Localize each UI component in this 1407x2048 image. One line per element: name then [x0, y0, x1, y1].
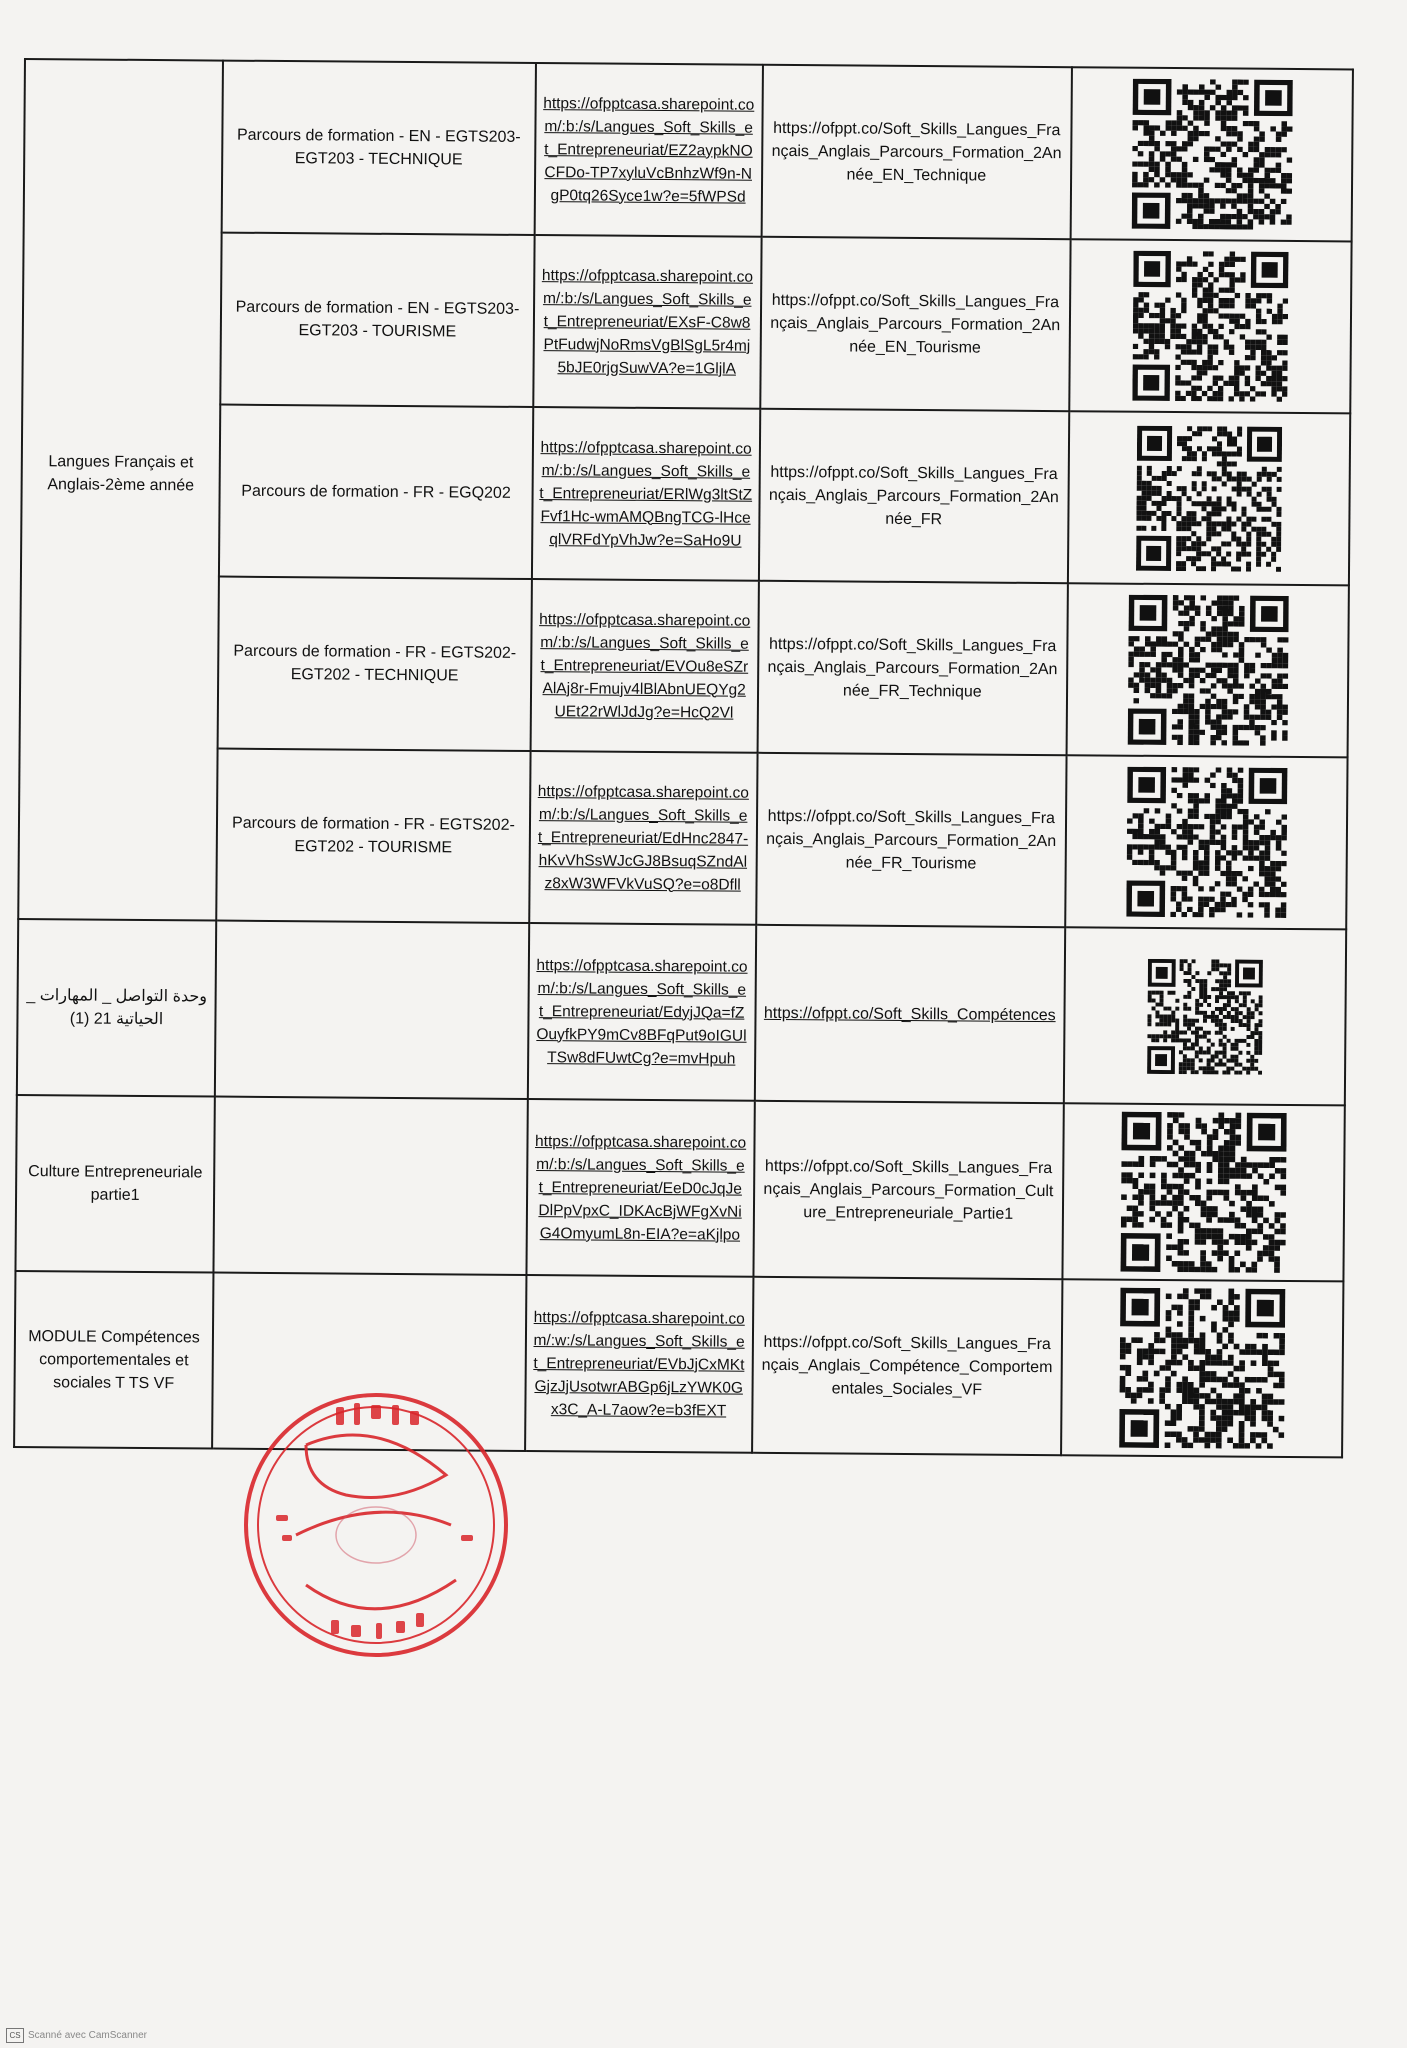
short-link[interactable]: https://ofppt.co/Soft_Skills_Langues_Français_Anglais_Parcours_Formation_2Année_EN_Tourisme	[770, 291, 1061, 357]
table-row	[18, 747, 1347, 929]
table-row	[24, 59, 1353, 241]
scanner-caption: Scanné avec CamScanner	[28, 2030, 147, 2041]
qr-cell	[1071, 67, 1353, 241]
sharepoint-link[interactable]: https://ofpptcasa.sharepoint.com/:b:/s/Langues_Soft_Skills_et_Entrepreneuriat/EdHnc2847-hKvVhSsWJcGJ8BsuqSZndAlz8xW3WFVkVuSQ?e=o8Dfll	[537, 782, 750, 894]
sharepoint-cell[interactable]	[533, 235, 761, 409]
parcours-cell	[219, 405, 533, 579]
short-link[interactable]: https://ofppt.co/Soft_Skills_Langues_Français_Anglais_Parcours_Formation_Culture_Entrepreneuriale_Partie1	[763, 1157, 1054, 1223]
qr-code-icon	[1132, 251, 1288, 402]
module-label: Culture Entrepreneuriale partie1	[28, 1163, 203, 1204]
short-link[interactable]: https://ofppt.co/Soft_Skills_Langues_Français_Anglais_Parcours_Formation_2Année_FR_Tourisme	[766, 807, 1057, 873]
qr-code-icon	[1136, 425, 1282, 571]
sharepoint-link[interactable]: https://ofpptcasa.sharepoint.com/:w:/s/Langues_Soft_Skills_et_Entrepreneuriat/EVbJjCxMKtGjzJjUsotwrABGp6jLzYWK0Gx3C_A-L7aow?e=b3fEXT	[533, 1308, 745, 1420]
short-link[interactable]: https://ofppt.co/Soft_Skills_Langues_Français_Anglais_Parcours_Formation_2Année_FR_Technique	[767, 635, 1058, 701]
short-link[interactable]: https://ofppt.co/Soft_Skills_Langues_Français_Anglais_Compétence_Comportementales_Sociales_VF	[761, 1333, 1053, 1399]
sharepoint-cell[interactable]	[526, 1099, 754, 1277]
parcours-label: Parcours de formation - EN - EGTS203-EGT203 - TECHNIQUE	[236, 126, 521, 169]
parcours-label: Parcours de formation - FR - EGQ202	[241, 482, 511, 502]
short-link-cell[interactable]	[757, 581, 1068, 755]
parcours-cell	[220, 233, 534, 407]
sharepoint-cell[interactable]	[530, 579, 758, 753]
sharepoint-cell[interactable]	[525, 1275, 753, 1453]
links-table	[13, 58, 1354, 1458]
short-link-cell[interactable]	[760, 237, 1071, 411]
module-cell	[14, 1271, 214, 1449]
qr-cell	[1061, 1279, 1343, 1457]
parcours-cell	[216, 749, 530, 923]
sharepoint-cell[interactable]	[534, 63, 762, 237]
sharepoint-link[interactable]: https://ofpptcasa.sharepoint.com/:b:/s/Langues_Soft_Skills_et_Entrepreneuriat/EdyjJQa=fZOuyfkPY9mCv8BFqPut9oIGUlTSw8dFUwtCg?e=mvHpuh	[536, 956, 748, 1068]
module-label: وحدة التواصل _ المهارات _ الحياتية 21 (1)	[26, 987, 208, 1029]
qr-cell	[1069, 239, 1351, 413]
qr-code-icon	[1119, 1288, 1285, 1449]
sharepoint-link[interactable]: https://ofpptcasa.sharepoint.com/:b:/s/Langues_Soft_Skills_et_Entrepreneuriat/EeD0cJqJeDlPpVpxC_IDKAcBjWFgXvNiG4OmyumL8n-EIA?e=aKjlpo	[535, 1132, 747, 1244]
parcours-cell	[218, 577, 532, 751]
table-row	[22, 231, 1351, 413]
short-link[interactable]: https://ofppt.co/Soft_Skills_Compétences	[763, 1004, 1056, 1024]
qr-cell	[1067, 583, 1349, 757]
short-link[interactable]: https://ofppt.co/Soft_Skills_Langues_Français_Anglais_Parcours_Formation_2Année_FR	[768, 463, 1059, 528]
short-link-cell[interactable]	[758, 409, 1069, 583]
qr-code-icon	[1131, 79, 1292, 230]
short-link-cell[interactable]	[753, 1101, 1064, 1279]
parcours-cell	[215, 921, 529, 1099]
parcours-cell	[214, 1097, 528, 1275]
short-link[interactable]: https://ofppt.co/Soft_Skills_Langues_Français_Anglais_Parcours_Formation_2Année_EN_Technique	[771, 119, 1062, 185]
scanner-footer	[6, 2028, 147, 2043]
qr-cell	[1065, 755, 1347, 929]
parcours-cell	[222, 61, 536, 235]
qr-cell	[1064, 927, 1346, 1105]
table-row	[17, 919, 1346, 1105]
table-row	[20, 575, 1349, 757]
sharepoint-link[interactable]: https://ofpptcasa.sharepoint.com/:b:/s/Langues_Soft_Skills_et_Entrepreneuriat/EXsF-C8w8PtFudwjNoRmsVgBlSgL5r4mj5bJE0rjgSuwVA?e=1GljlA	[541, 266, 754, 378]
module-label: MODULE Compétences comportementales et sociales T TS VF	[28, 1327, 200, 1392]
module-cell-langues	[18, 59, 223, 921]
qr-code-icon	[1126, 767, 1287, 918]
short-link-cell[interactable]	[754, 925, 1065, 1103]
module-cell	[15, 1095, 215, 1273]
camscanner-logo-icon: CS	[6, 2028, 24, 2043]
qr-code-icon	[1147, 958, 1263, 1074]
module-cell	[17, 919, 217, 1097]
sharepoint-cell[interactable]	[532, 407, 760, 581]
sharepoint-cell[interactable]	[529, 751, 757, 925]
qr-code-icon	[1127, 595, 1288, 746]
parcours-label: Parcours de formation - EN - EGTS203-EGT203 - TOURISME	[235, 298, 520, 341]
qr-code-icon	[1121, 1112, 1287, 1273]
table-row	[15, 1095, 1344, 1281]
module-label: Langues Français et Anglais-2ème année	[47, 453, 195, 495]
parcours-label: Parcours de formation - FR - EGTS202-EGT202 - TOURISME	[232, 814, 515, 857]
official-stamp-icon	[236, 1385, 516, 1665]
parcours-label: Parcours de formation - FR - EGTS202-EGT202 - TECHNIQUE	[233, 642, 517, 685]
sharepoint-cell[interactable]	[528, 923, 756, 1101]
sharepoint-link[interactable]: https://ofpptcasa.sharepoint.com/:b:/s/Langues_Soft_Skills_et_Entrepreneuriat/EZ2aypkNOCFDo-TP7xyluVcBnhzWf9n-NgP0tq26Syce1w?e=5fWPSd	[543, 94, 755, 206]
short-link-cell[interactable]	[752, 1277, 1063, 1455]
table-row	[21, 403, 1350, 585]
short-link-cell[interactable]	[761, 65, 1072, 239]
sharepoint-link[interactable]: https://ofpptcasa.sharepoint.com/:b:/s/Langues_Soft_Skills_et_Entrepreneuriat/EVOu8eSZrAlAj8r-Fmujv4lBlAbnUEQYg2UEt22rWlJdJg?e=HcQ2Vl	[539, 610, 751, 722]
table-row	[14, 1271, 1343, 1457]
sharepoint-link[interactable]: https://ofpptcasa.sharepoint.com/:b:/s/Langues_Soft_Skills_et_Entrepreneuriat/ERlWg3ltStZFvf1Hc-wmAMQBngTCG-lHceqlVRFdYpVhJw?e=SaHo9U	[539, 438, 753, 550]
qr-cell	[1068, 411, 1350, 585]
qr-cell	[1062, 1103, 1344, 1281]
short-link-cell[interactable]	[756, 753, 1067, 927]
